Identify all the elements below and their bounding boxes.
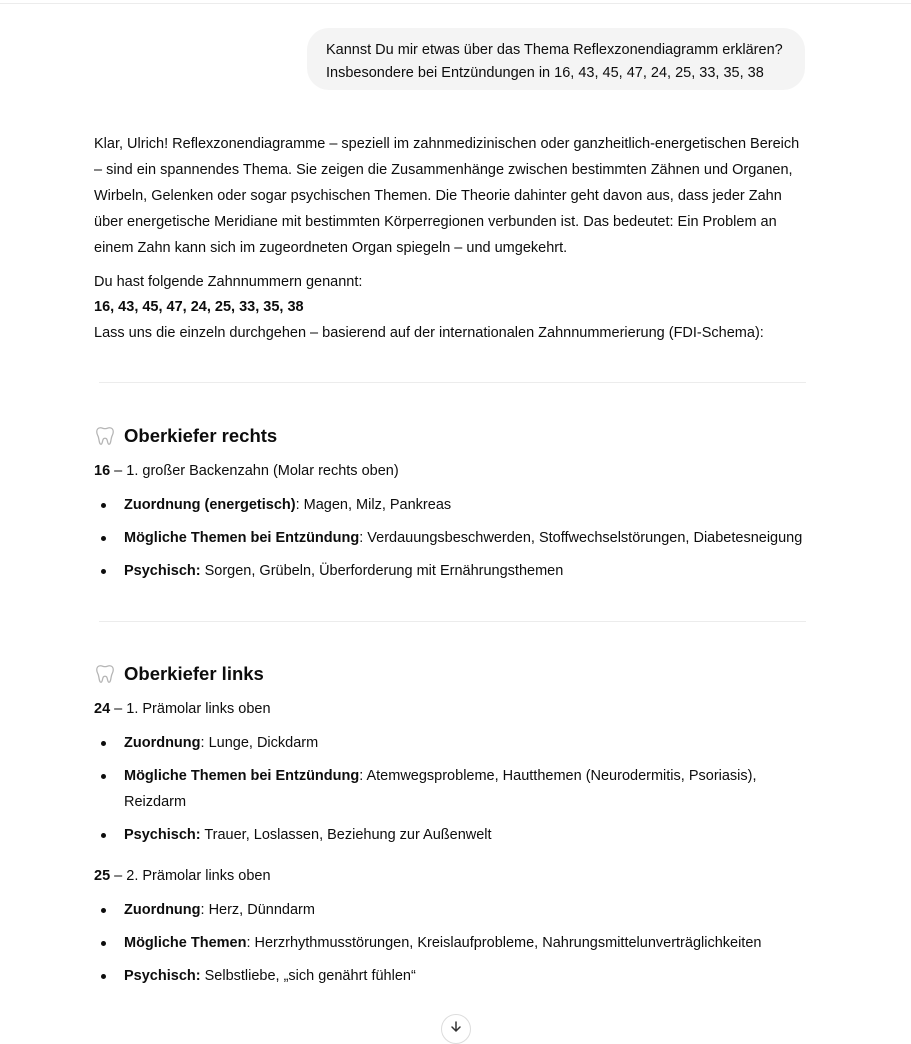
top-divider xyxy=(0,0,911,4)
bullet-dot xyxy=(101,941,106,946)
tooth-24-line xyxy=(94,698,271,720)
tooth-icon xyxy=(94,425,116,447)
bullet-label: Zuordnung xyxy=(124,735,201,751)
bullet-label: Mögliche Themen bei Entzündung xyxy=(124,530,360,546)
named-teeth-numbers: 16, 43, 45, 47, 24, 25, 33, 35, 38 xyxy=(94,299,304,315)
intro-line: Klar, Ulrich! Reflexzonendiagramme – speziell im zahnmedizinischen oder ganzheitlich-energetischen Bereich xyxy=(94,136,800,152)
bullet-label: Psychisch: xyxy=(124,968,201,984)
walkthrough-text: Lass uns die einzeln durchgehen – basierend auf der internationalen Zahnnummerierung (FDI-Schema): xyxy=(94,325,764,341)
section-heading-oberkiefer-links xyxy=(94,663,264,685)
section-divider xyxy=(99,621,806,622)
bullet-text: Selbstliebe, „sich genährt fühlen“ xyxy=(200,968,416,984)
bullet-dot xyxy=(101,974,106,979)
bullet-text: Sorgen, Grübeln, Überforderung mit Ernährungsthemen xyxy=(200,563,564,579)
bullet-text: : Atemwegsprobleme, Hautthemen (Neurodermitis, Psoriasis), xyxy=(359,768,757,784)
section-heading-oberkiefer-rechts xyxy=(94,425,277,447)
intro-line: über energetische Meridiane mit bestimmten Körperregionen verbunden ist. Das bedeutet: Ein Problem an xyxy=(94,214,777,230)
bullet-text: : Verdauungsbeschwerden, Stoffwechselstörungen, Diabetesneigung xyxy=(359,530,803,546)
user-message-line: Kannst Du mir etwas über das Thema Reflexzonendiagramm erklären? xyxy=(326,42,783,58)
bullet-text: : Lunge, Dickdarm xyxy=(200,735,319,751)
tooth-description: – 2. Prämolar links oben xyxy=(110,868,271,884)
scroll-down-button[interactable] xyxy=(441,1014,471,1044)
tooth-description: – 1. großer Backenzahn (Molar rechts oben) xyxy=(110,463,399,479)
tooth-icon xyxy=(94,663,116,685)
tooth-25-line xyxy=(94,865,271,887)
bullet-text: : Herzrhythmusstörungen, Kreislaufprobleme, Nahrungsmittelunverträglichkeiten xyxy=(246,935,762,951)
bullet-text: : Magen, Milz, Pankreas xyxy=(295,497,452,513)
bullet-text: Trauer, Loslassen, Beziehung zur Außenwelt xyxy=(200,827,492,843)
section-heading-text: Oberkiefer links xyxy=(124,663,264,684)
named-teeth-label: Du hast folgende Zahnnummern genannt: xyxy=(94,274,363,290)
bullet-text: : Herz, Dünndarm xyxy=(200,902,315,918)
bullet-dot xyxy=(101,741,106,746)
tooth-16-line xyxy=(94,460,399,482)
bullet-dot xyxy=(101,833,106,838)
intro-line: – sind ein spannendes Thema. Sie zeigen die Zusammenhänge zwischen bestimmten Zähnen und Organen, xyxy=(94,162,793,178)
user-message-line: Insbesondere bei Entzündungen in 16, 43, 45, 47, 24, 25, 33, 35, 38 xyxy=(326,65,764,81)
bullet-label: Zuordnung (energetisch) xyxy=(124,497,296,513)
bullet-label: Psychisch: xyxy=(124,827,201,843)
bullet-text-continued: Reizdarm xyxy=(124,794,187,810)
bullet-dot xyxy=(101,908,106,913)
section-heading-text: Oberkiefer rechts xyxy=(124,425,278,446)
bullet-dot xyxy=(101,774,106,779)
bullet-label: Psychisch: xyxy=(124,563,201,579)
tooth-number: 24 xyxy=(94,701,111,717)
tooth-description: – 1. Prämolar links oben xyxy=(110,701,271,717)
section-divider xyxy=(99,382,806,383)
bullet-dot xyxy=(101,569,106,574)
bullet-label: Mögliche Themen xyxy=(124,935,247,951)
bullet-label: Zuordnung xyxy=(124,902,201,918)
bullet-dot xyxy=(101,536,106,541)
user-message-bubble xyxy=(307,28,805,90)
intro-paragraph xyxy=(94,131,809,261)
bullet-dot xyxy=(101,503,106,508)
intro-line: einem Zahn kann sich im zugeordneten Organ spiegeln – und umgekehrt. xyxy=(94,240,568,256)
intro-line: Wirbeln, Gelenken oder sogar psychischen Themen. Die Theorie dahinter geht davon aus, dass jeder Zahn xyxy=(94,188,782,204)
tooth-number: 25 xyxy=(94,868,111,884)
bullet-label: Mögliche Themen bei Entzündung xyxy=(124,768,360,784)
tooth-number: 16 xyxy=(94,463,111,479)
arrow-down-icon xyxy=(450,1021,462,1033)
